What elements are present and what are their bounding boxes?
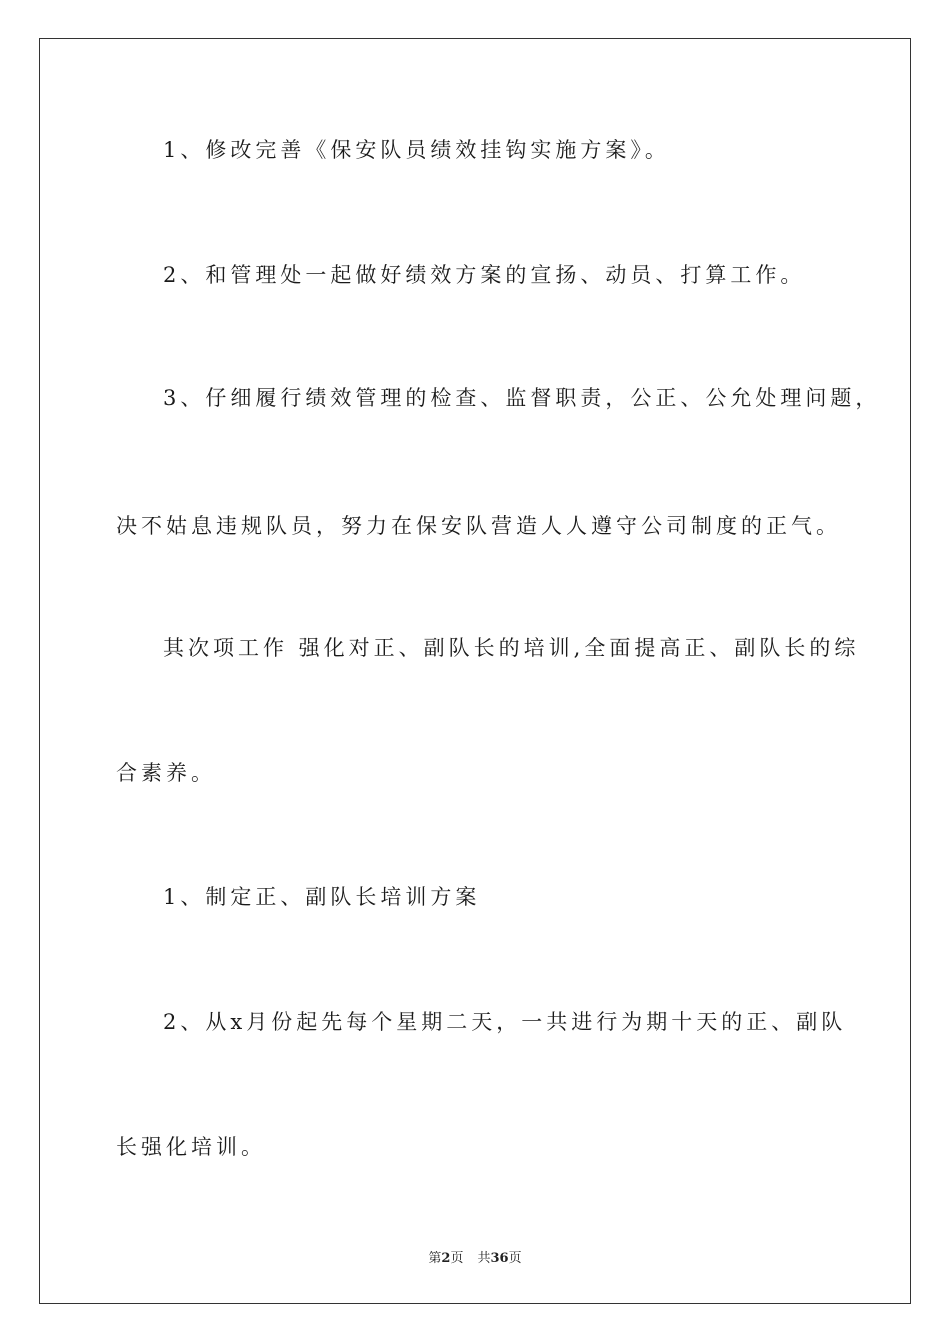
paragraph-line: 决不姑息违规队员，努力在保安队营造人人遵守公司制度的正气。 <box>116 514 841 538</box>
total-pages: 36 <box>490 1251 509 1266</box>
page-suffix: 页 <box>450 1251 464 1266</box>
paragraph-line: 其次项工作 强化对正、副队长的培训,全面提高正、副队长的综 <box>163 636 860 660</box>
page-footer <box>0 1247 950 1266</box>
page-prefix: 第 <box>428 1251 442 1266</box>
page-number: 2 <box>441 1251 451 1266</box>
paragraph-line: 1、修改完善《保安队员绩效挂钩实施方案》。 <box>163 138 670 162</box>
paragraph-line: 合素养。 <box>116 761 216 785</box>
page-border <box>39 38 911 1304</box>
paragraph-line: 长强化培训。 <box>116 1135 266 1159</box>
paragraph-line: 1、制定正、副队长培训方案 <box>163 885 481 909</box>
paragraph-line: 2、从x月份起先每个星期二天，一共进行为期十天的正、副队 <box>163 1010 847 1034</box>
total-prefix: 共 <box>477 1251 491 1266</box>
total-suffix: 页 <box>508 1251 522 1266</box>
paragraph-line: 2、和管理处一起做好绩效方案的宣扬、动员、打算工作。 <box>163 263 806 287</box>
paragraph-line: 3、仔细履行绩效管理的检查、监督职责，公正、公允处理问题， <box>163 386 881 410</box>
